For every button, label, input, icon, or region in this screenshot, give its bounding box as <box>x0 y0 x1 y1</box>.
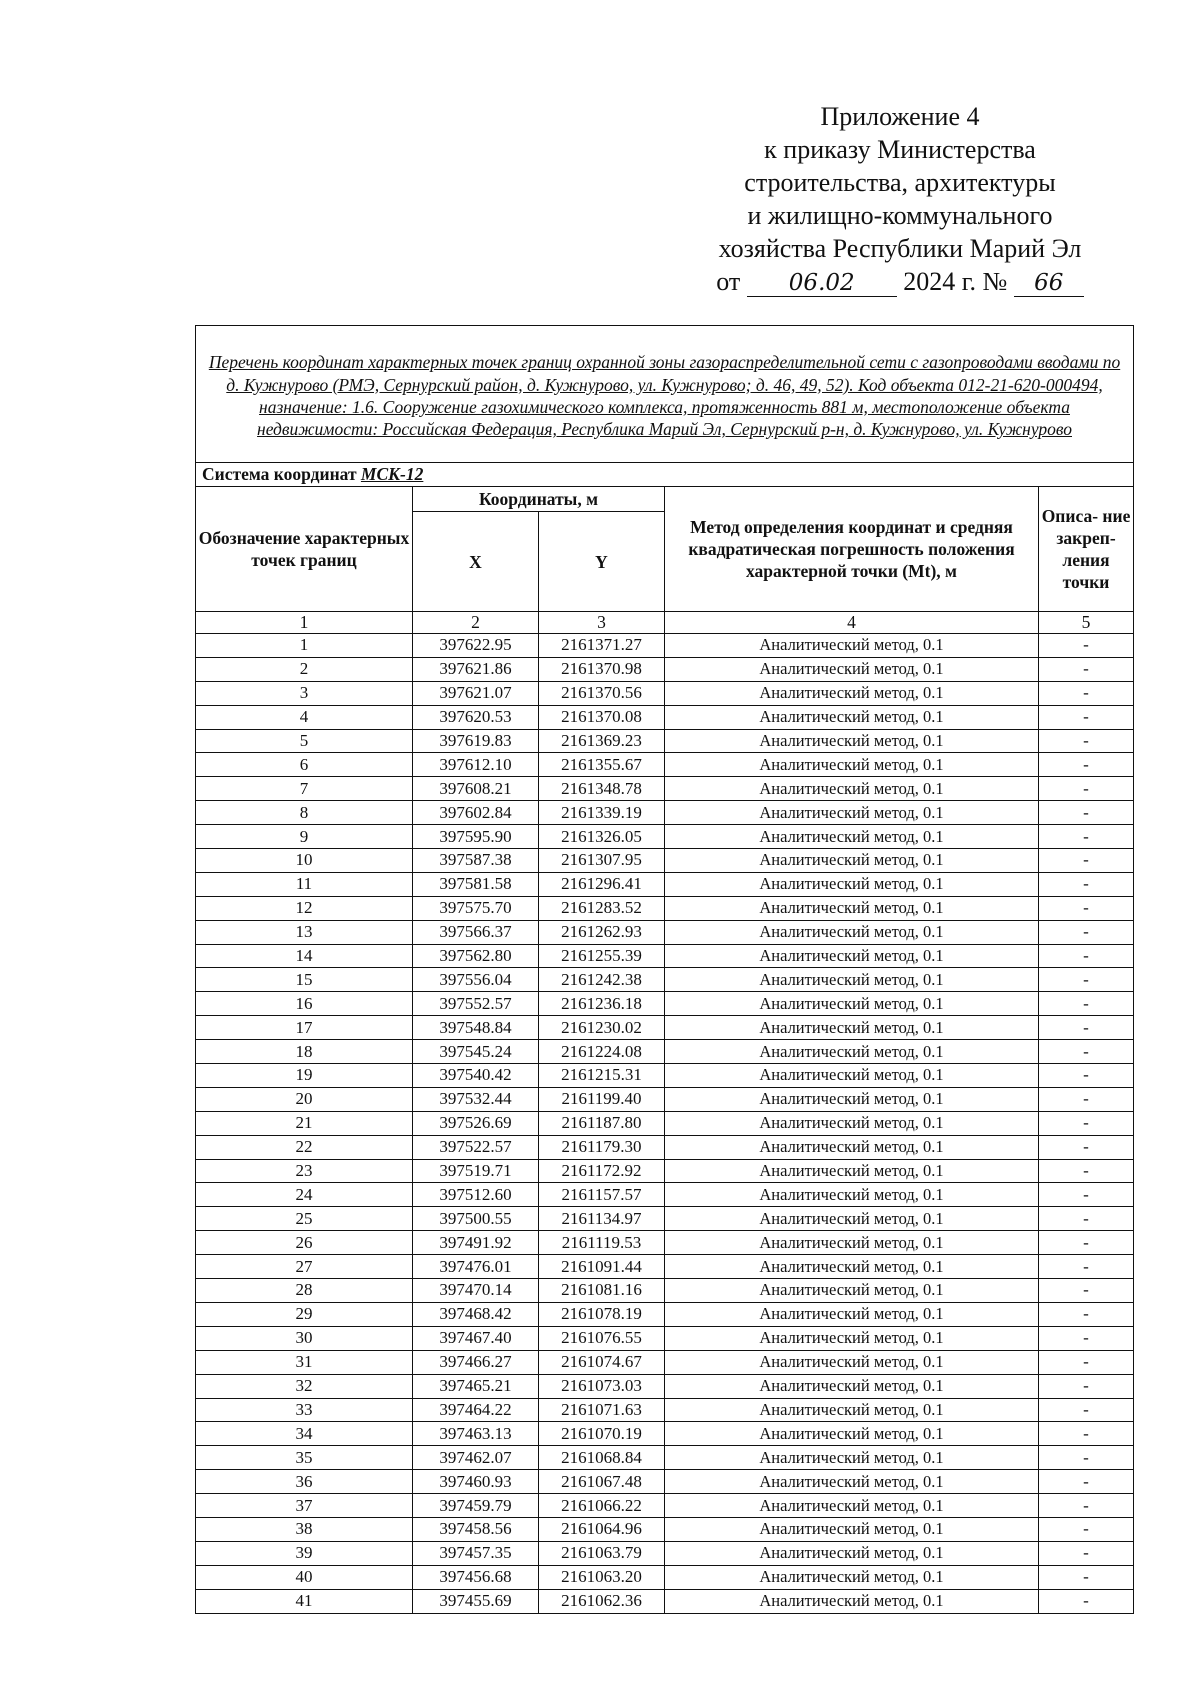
description-cell: - <box>1039 777 1134 801</box>
coord-x: 397468.42 <box>413 1302 539 1326</box>
table-row <box>196 1016 1134 1040</box>
method-cell: Аналитический метод, 0.1 <box>665 1517 1039 1541</box>
coord-y: 2161370.56 <box>539 681 665 705</box>
point-id: 28 <box>196 1279 413 1303</box>
point-id: 3 <box>196 681 413 705</box>
description-cell: - <box>1039 1135 1134 1159</box>
coord-y: 2161348.78 <box>539 777 665 801</box>
date-prefix: от <box>716 267 741 296</box>
description-cell: - <box>1039 1422 1134 1446</box>
method-cell: Аналитический метод, 0.1 <box>665 1302 1039 1326</box>
coord-x: 397619.83 <box>413 729 539 753</box>
description-cell: - <box>1039 1279 1134 1303</box>
point-id: 13 <box>196 920 413 944</box>
description-cell: - <box>1039 634 1134 658</box>
description-cell: - <box>1039 1231 1134 1255</box>
order-date-handwritten: 06.02 <box>747 270 897 297</box>
method-cell: Аналитический метод, 0.1 <box>665 992 1039 1016</box>
method-cell: Аналитический метод, 0.1 <box>665 1541 1039 1565</box>
table-body <box>196 634 1134 1614</box>
coord-x: 397595.90 <box>413 825 539 849</box>
point-id: 19 <box>196 1064 413 1088</box>
point-id: 23 <box>196 1159 413 1183</box>
method-cell: Аналитический метод, 0.1 <box>665 1398 1039 1422</box>
description-cell: - <box>1039 1207 1134 1231</box>
method-cell: Аналитический метод, 0.1 <box>665 1255 1039 1279</box>
coord-y: 2161369.23 <box>539 729 665 753</box>
point-id: 15 <box>196 968 413 992</box>
coord-y: 2161326.05 <box>539 825 665 849</box>
table-row <box>196 992 1134 1016</box>
coord-x: 397460.93 <box>413 1470 539 1494</box>
coord-y: 2161066.22 <box>539 1494 665 1518</box>
description-cell: - <box>1039 849 1134 873</box>
method-cell: Аналитический метод, 0.1 <box>665 920 1039 944</box>
point-id: 31 <box>196 1350 413 1374</box>
point-id: 37 <box>196 1494 413 1518</box>
point-id: 32 <box>196 1374 413 1398</box>
table-row <box>196 1111 1134 1135</box>
coord-x: 397462.07 <box>413 1446 539 1470</box>
coordinate-system-value: МСК-12 <box>360 464 424 484</box>
point-id: 29 <box>196 1302 413 1326</box>
coord-y: 2161215.31 <box>539 1064 665 1088</box>
coord-x: 397458.56 <box>413 1517 539 1541</box>
coord-y: 2161355.67 <box>539 753 665 777</box>
coord-x: 397621.07 <box>413 681 539 705</box>
coord-x: 397566.37 <box>413 920 539 944</box>
point-id: 16 <box>196 992 413 1016</box>
table-row <box>196 777 1134 801</box>
method-cell: Аналитический метод, 0.1 <box>665 944 1039 968</box>
coord-y: 2161224.08 <box>539 1040 665 1064</box>
coord-x: 397622.95 <box>413 634 539 658</box>
method-cell: Аналитический метод, 0.1 <box>665 1064 1039 1088</box>
table-row <box>196 1517 1134 1541</box>
table-row <box>196 1422 1134 1446</box>
coord-x: 397548.84 <box>413 1016 539 1040</box>
coord-x: 397556.04 <box>413 968 539 992</box>
coordinates-table <box>195 325 1134 1614</box>
table-row <box>196 657 1134 681</box>
point-id: 26 <box>196 1231 413 1255</box>
point-id: 38 <box>196 1517 413 1541</box>
appendix-header <box>690 100 1110 298</box>
description-cell: - <box>1039 1183 1134 1207</box>
description-cell: - <box>1039 681 1134 705</box>
coord-x: 397532.44 <box>413 1087 539 1111</box>
point-id: 7 <box>196 777 413 801</box>
description-cell: - <box>1039 801 1134 825</box>
point-id: 21 <box>196 1111 413 1135</box>
table-row <box>196 1326 1134 1350</box>
description-cell: - <box>1039 1326 1134 1350</box>
coord-y: 2161172.92 <box>539 1159 665 1183</box>
coord-y: 2161070.19 <box>539 1422 665 1446</box>
description-cell: - <box>1039 896 1134 920</box>
table-row <box>196 825 1134 849</box>
point-id: 34 <box>196 1422 413 1446</box>
appendix-line: и жилищно-коммунального <box>747 201 1053 230</box>
coord-y: 2161062.36 <box>539 1589 665 1613</box>
coord-y: 2161242.38 <box>539 968 665 992</box>
description-cell: - <box>1039 968 1134 992</box>
method-cell: Аналитический метод, 0.1 <box>665 1494 1039 1518</box>
description-cell: - <box>1039 872 1134 896</box>
coord-y: 2161371.27 <box>539 634 665 658</box>
point-id: 33 <box>196 1398 413 1422</box>
order-number-handwritten: 66 <box>1014 270 1084 297</box>
coord-x: 397455.69 <box>413 1589 539 1613</box>
method-cell: Аналитический метод, 0.1 <box>665 753 1039 777</box>
header-coordinates: Координаты, м <box>413 487 665 512</box>
appendix-title: Приложение 4 <box>820 102 980 131</box>
method-cell: Аналитический метод, 0.1 <box>665 1565 1039 1589</box>
method-cell: Аналитический метод, 0.1 <box>665 1159 1039 1183</box>
table-row <box>196 705 1134 729</box>
method-cell: Аналитический метод, 0.1 <box>665 1087 1039 1111</box>
method-cell: Аналитический метод, 0.1 <box>665 1350 1039 1374</box>
table-row <box>196 896 1134 920</box>
point-id: 20 <box>196 1087 413 1111</box>
method-cell: Аналитический метод, 0.1 <box>665 801 1039 825</box>
table-row <box>196 1207 1134 1231</box>
method-cell: Аналитический метод, 0.1 <box>665 1016 1039 1040</box>
table-row <box>196 968 1134 992</box>
point-id: 8 <box>196 801 413 825</box>
point-id: 14 <box>196 944 413 968</box>
header-description: Описа- ние закреп- ления точки <box>1039 487 1134 612</box>
coord-y: 2161370.98 <box>539 657 665 681</box>
method-cell: Аналитический метод, 0.1 <box>665 1207 1039 1231</box>
coord-y: 2161157.57 <box>539 1183 665 1207</box>
coord-y: 2161199.40 <box>539 1087 665 1111</box>
description-cell: - <box>1039 825 1134 849</box>
column-number: 1 <box>196 612 413 634</box>
point-id: 2 <box>196 657 413 681</box>
coord-y: 2161236.18 <box>539 992 665 1016</box>
column-number: 3 <box>539 612 665 634</box>
coord-x: 397500.55 <box>413 1207 539 1231</box>
coord-y: 2161119.53 <box>539 1231 665 1255</box>
method-cell: Аналитический метод, 0.1 <box>665 1135 1039 1159</box>
coord-x: 397464.22 <box>413 1398 539 1422</box>
table-title: Перечень координат характерных точек границ охранной зоны газораспределительной сети с газопроводами вводами по д. Кужнурово (РМЭ, Сернурский район, д. Кужнурово, ул. Кужнурово; д. 46, 49, 52). Код объекта 012-21-620-000494, назначение: 1.6. Сооружение газохимического комплекса, протяженность 881 м, местоположение объекта недвижимости: Российская Федерация, Республика Марий Эл, Сернурский р-н, д. Кужнурово, ул. Кужнурово <box>196 326 1134 463</box>
point-id: 12 <box>196 896 413 920</box>
coord-y: 2161064.96 <box>539 1517 665 1541</box>
method-cell: Аналитический метод, 0.1 <box>665 729 1039 753</box>
table-row <box>196 1135 1134 1159</box>
point-id: 6 <box>196 753 413 777</box>
description-cell: - <box>1039 920 1134 944</box>
point-id: 18 <box>196 1040 413 1064</box>
header-method: Метод определения координат и средняя квадратическая погрешность положения характерной точки (Mt), м <box>665 487 1039 612</box>
table-row <box>196 1350 1134 1374</box>
column-number: 4 <box>665 612 1039 634</box>
description-cell: - <box>1039 1350 1134 1374</box>
description-cell: - <box>1039 657 1134 681</box>
table-row <box>196 753 1134 777</box>
coord-x: 397575.70 <box>413 896 539 920</box>
table-row <box>196 1231 1134 1255</box>
coord-x: 397552.57 <box>413 992 539 1016</box>
point-id: 9 <box>196 825 413 849</box>
description-cell: - <box>1039 753 1134 777</box>
appendix-line: строительства, архитектуры <box>744 168 1056 197</box>
table-row <box>196 681 1134 705</box>
order-year: 2024 г. № <box>903 267 1008 296</box>
description-cell: - <box>1039 729 1134 753</box>
coord-y: 2161081.16 <box>539 1279 665 1303</box>
description-cell: - <box>1039 1398 1134 1422</box>
coord-x: 397612.10 <box>413 753 539 777</box>
description-cell: - <box>1039 1111 1134 1135</box>
description-cell: - <box>1039 1446 1134 1470</box>
description-cell: - <box>1039 1541 1134 1565</box>
coord-x: 397512.60 <box>413 1183 539 1207</box>
method-cell: Аналитический метод, 0.1 <box>665 1111 1039 1135</box>
coord-y: 2161076.55 <box>539 1326 665 1350</box>
table-row <box>196 1589 1134 1613</box>
point-id: 41 <box>196 1589 413 1613</box>
point-id: 1 <box>196 634 413 658</box>
coord-y: 2161134.97 <box>539 1207 665 1231</box>
coord-x: 397621.86 <box>413 657 539 681</box>
header-designation: Обозначение характерных точек границ <box>196 487 413 612</box>
table-row <box>196 1565 1134 1589</box>
coord-y: 2161262.93 <box>539 920 665 944</box>
coordinate-system <box>196 463 1134 487</box>
coord-x: 397459.79 <box>413 1494 539 1518</box>
point-id: 36 <box>196 1470 413 1494</box>
coord-y: 2161074.67 <box>539 1350 665 1374</box>
description-cell: - <box>1039 1087 1134 1111</box>
point-id: 25 <box>196 1207 413 1231</box>
method-cell: Аналитический метод, 0.1 <box>665 657 1039 681</box>
method-cell: Аналитический метод, 0.1 <box>665 1279 1039 1303</box>
description-cell: - <box>1039 1517 1134 1541</box>
point-id: 4 <box>196 705 413 729</box>
coord-y: 2161370.08 <box>539 705 665 729</box>
method-cell: Аналитический метод, 0.1 <box>665 681 1039 705</box>
table-row <box>196 729 1134 753</box>
point-id: 22 <box>196 1135 413 1159</box>
coord-y: 2161063.79 <box>539 1541 665 1565</box>
coord-y: 2161091.44 <box>539 1255 665 1279</box>
point-id: 11 <box>196 872 413 896</box>
order-date-line <box>690 265 1110 298</box>
table-row <box>196 1302 1134 1326</box>
point-id: 35 <box>196 1446 413 1470</box>
description-cell: - <box>1039 1255 1134 1279</box>
description-cell: - <box>1039 1016 1134 1040</box>
coord-x: 397465.21 <box>413 1374 539 1398</box>
method-cell: Аналитический метод, 0.1 <box>665 1422 1039 1446</box>
coordinate-system-label: Система координат <box>202 464 357 484</box>
table-row <box>196 1064 1134 1088</box>
point-id: 30 <box>196 1326 413 1350</box>
description-cell: - <box>1039 944 1134 968</box>
description-cell: - <box>1039 1159 1134 1183</box>
table-row <box>196 1255 1134 1279</box>
table-row <box>196 801 1134 825</box>
coord-y: 2161068.84 <box>539 1446 665 1470</box>
method-cell: Аналитический метод, 0.1 <box>665 1470 1039 1494</box>
method-cell: Аналитический метод, 0.1 <box>665 1589 1039 1613</box>
coord-y: 2161230.02 <box>539 1016 665 1040</box>
table-row <box>196 920 1134 944</box>
point-id: 10 <box>196 849 413 873</box>
coord-y: 2161307.95 <box>539 849 665 873</box>
table-row <box>196 1494 1134 1518</box>
method-cell: Аналитический метод, 0.1 <box>665 825 1039 849</box>
coord-x: 397466.27 <box>413 1350 539 1374</box>
table-row <box>196 1040 1134 1064</box>
coord-y: 2161296.41 <box>539 872 665 896</box>
table-row <box>196 1398 1134 1422</box>
method-cell: Аналитический метод, 0.1 <box>665 849 1039 873</box>
coord-x: 397562.80 <box>413 944 539 968</box>
method-cell: Аналитический метод, 0.1 <box>665 1040 1039 1064</box>
table-row <box>196 1159 1134 1183</box>
table-row <box>196 1087 1134 1111</box>
coord-x: 397545.24 <box>413 1040 539 1064</box>
coord-y: 2161073.03 <box>539 1374 665 1398</box>
coord-x: 397491.92 <box>413 1231 539 1255</box>
coord-y: 2161179.30 <box>539 1135 665 1159</box>
coord-x: 397602.84 <box>413 801 539 825</box>
column-number: 2 <box>413 612 539 634</box>
coord-x: 397581.58 <box>413 872 539 896</box>
table-row <box>196 849 1134 873</box>
coord-y: 2161339.19 <box>539 801 665 825</box>
description-cell: - <box>1039 1589 1134 1613</box>
description-cell: - <box>1039 992 1134 1016</box>
coord-y: 2161078.19 <box>539 1302 665 1326</box>
point-id: 5 <box>196 729 413 753</box>
description-cell: - <box>1039 1494 1134 1518</box>
coord-y: 2161063.20 <box>539 1565 665 1589</box>
point-id: 27 <box>196 1255 413 1279</box>
description-cell: - <box>1039 705 1134 729</box>
table-row <box>196 872 1134 896</box>
table-row <box>196 1470 1134 1494</box>
coord-y: 2161255.39 <box>539 944 665 968</box>
description-cell: - <box>1039 1374 1134 1398</box>
appendix-line: хозяйства Республики Марий Эл <box>718 234 1082 263</box>
header-x: X <box>413 512 539 612</box>
table-row <box>196 634 1134 658</box>
coord-x: 397526.69 <box>413 1111 539 1135</box>
method-cell: Аналитический метод, 0.1 <box>665 1326 1039 1350</box>
coord-x: 397620.53 <box>413 705 539 729</box>
description-cell: - <box>1039 1064 1134 1088</box>
table-row <box>196 1183 1134 1207</box>
coord-y: 2161067.48 <box>539 1470 665 1494</box>
point-id: 24 <box>196 1183 413 1207</box>
method-cell: Аналитический метод, 0.1 <box>665 1231 1039 1255</box>
method-cell: Аналитический метод, 0.1 <box>665 1183 1039 1207</box>
table-row <box>196 1374 1134 1398</box>
description-cell: - <box>1039 1470 1134 1494</box>
header-y: Y <box>539 512 665 612</box>
method-cell: Аналитический метод, 0.1 <box>665 896 1039 920</box>
coord-x: 397519.71 <box>413 1159 539 1183</box>
description-cell: - <box>1039 1565 1134 1589</box>
coord-x: 397463.13 <box>413 1422 539 1446</box>
method-cell: Аналитический метод, 0.1 <box>665 705 1039 729</box>
coord-y: 2161187.80 <box>539 1111 665 1135</box>
description-cell: - <box>1039 1302 1134 1326</box>
method-cell: Аналитический метод, 0.1 <box>665 872 1039 896</box>
table-row <box>196 1446 1134 1470</box>
point-id: 39 <box>196 1541 413 1565</box>
coord-y: 2161071.63 <box>539 1398 665 1422</box>
table-row <box>196 1541 1134 1565</box>
coord-x: 397540.42 <box>413 1064 539 1088</box>
coord-y: 2161283.52 <box>539 896 665 920</box>
table-row <box>196 944 1134 968</box>
point-id: 40 <box>196 1565 413 1589</box>
coord-x: 397608.21 <box>413 777 539 801</box>
method-cell: Аналитический метод, 0.1 <box>665 777 1039 801</box>
column-number: 5 <box>1039 612 1134 634</box>
method-cell: Аналитический метод, 0.1 <box>665 634 1039 658</box>
method-cell: Аналитический метод, 0.1 <box>665 1374 1039 1398</box>
coord-x: 397522.57 <box>413 1135 539 1159</box>
appendix-line: к приказу Министерства <box>764 135 1036 164</box>
method-cell: Аналитический метод, 0.1 <box>665 968 1039 992</box>
coord-x: 397457.35 <box>413 1541 539 1565</box>
table-row <box>196 1279 1134 1303</box>
coord-x: 397470.14 <box>413 1279 539 1303</box>
description-cell: - <box>1039 1040 1134 1064</box>
point-id: 17 <box>196 1016 413 1040</box>
method-cell: Аналитический метод, 0.1 <box>665 1446 1039 1470</box>
coord-x: 397467.40 <box>413 1326 539 1350</box>
coord-x: 397456.68 <box>413 1565 539 1589</box>
coord-x: 397476.01 <box>413 1255 539 1279</box>
coord-x: 397587.38 <box>413 849 539 873</box>
